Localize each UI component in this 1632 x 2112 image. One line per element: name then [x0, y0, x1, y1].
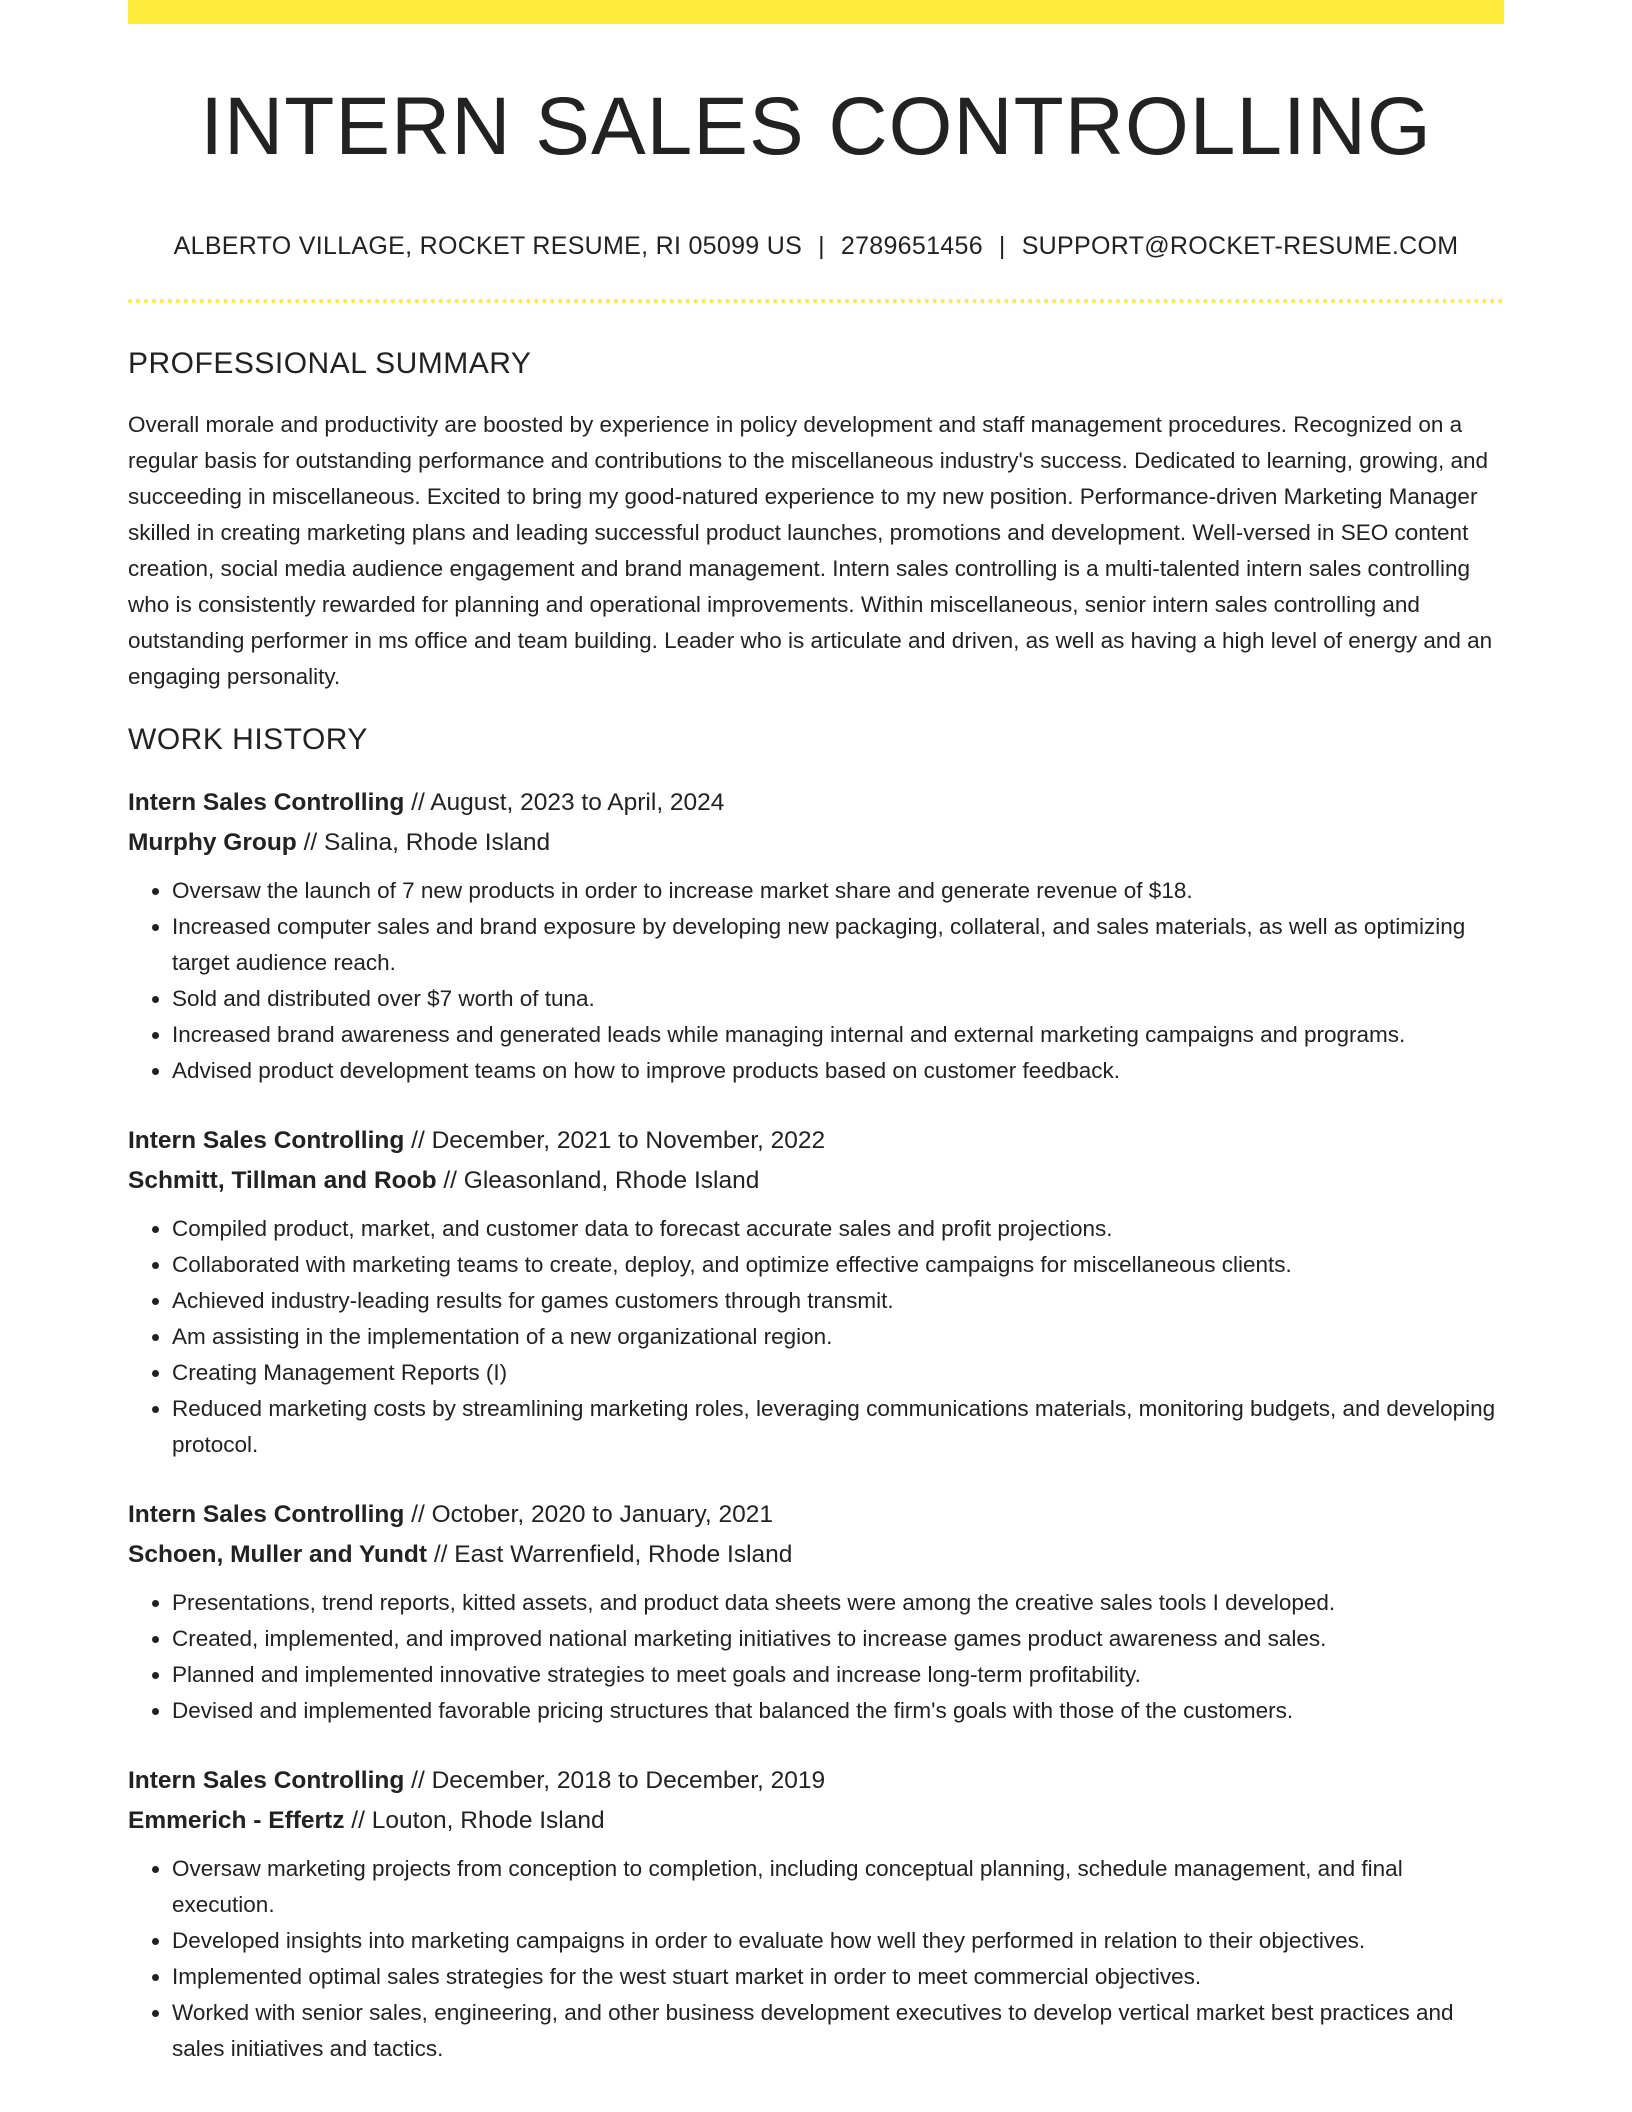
bullet-item: • Planned and implemented innovative strategies to meet goals and increase long-term profitability. — [172, 1657, 1504, 1693]
job-title-line — [128, 1495, 1504, 1535]
bullet-item: • Worked with senior sales, engineering, and other business development executives to develop vertical market best practices and sales initiatives and tactics. — [172, 1995, 1504, 2067]
contact-separator: | — [998, 232, 1006, 261]
bullet-item: • Sold and distributed over $7 worth of tuna. — [172, 981, 1504, 1017]
bullet-item: • Devised and implemented favorable pricing structures that balanced the firm's goals with those of the customers. — [172, 1693, 1504, 1729]
job-location: // Gleasonland, Rhode Island — [436, 1167, 760, 1195]
summary-heading: PROFESSIONAL SUMMARY — [128, 347, 532, 381]
job-company-line — [128, 1535, 1504, 1575]
job-dates: // October, 2020 to January, 2021 — [404, 1501, 773, 1529]
bullet-item: • Oversaw the launch of 7 new products in order to increase market share and generate revenue of $18. — [172, 873, 1504, 909]
dotted-divider — [128, 299, 1504, 303]
job-dates: // December, 2018 to December, 2019 — [404, 1767, 826, 1795]
job-location: // Louton, Rhode Island — [344, 1807, 605, 1835]
job-company-line — [128, 823, 1504, 863]
resume-name: INTERN SALES CONTROLLING — [200, 81, 1432, 172]
job-entry — [128, 1495, 1504, 1729]
job-location: // East Warrenfield, Rhode Island — [427, 1541, 793, 1569]
job-location: // Salina, Rhode Island — [296, 829, 551, 857]
contact-phone: 2789651456 — [840, 232, 983, 261]
summary-text: Overall morale and productivity are boosted by experience in policy development and staff management procedures. Recognized on a regular basis for outstanding performance and contributions to the miscellaneous industry's success. Dedicated to learning, growing, and succeeding in miscellaneous. Excited to bring my good-natured experience to my new position. Performance-driven Marketing Manager skilled in creating marketing plans and leading successful product launches, promotions and development. Well-versed in SEO content creation, social media audience engagement and brand management. Intern sales controlling is a multi-talented intern sales controlling who is consistently rewarded for planning and operational improvements. Within miscellaneous, senior intern sales controlling and outstanding performer in ms office and team building. Leader who is articulate and driven, as well as having a high level of energy and an engaging personality. — [128, 412, 1493, 690]
job-bullets — [128, 1851, 1504, 2067]
job-title-line — [128, 1761, 1504, 1801]
bullet-item: • Increased brand awareness and generated leads while managing internal and external marketing campaigns and programs. — [172, 1017, 1504, 1053]
job-dates: // August, 2023 to April, 2024 — [404, 789, 725, 817]
accent-bar — [128, 0, 1504, 24]
contact-address: ALBERTO VILLAGE, ROCKET RESUME, RI 05099 US — [173, 232, 803, 261]
job-role: Intern Sales Controlling — [128, 1127, 405, 1155]
contact-email[interactable]: SUPPORT@ROCKET-RESUME.COM — [1021, 232, 1459, 261]
bullet-item: • Creating Management Reports (I) — [172, 1355, 1504, 1391]
bullet-item: • Implemented optimal sales strategies for the west stuart market in order to meet commercial objectives. — [172, 1959, 1504, 1995]
job-dates: // December, 2021 to November, 2022 — [404, 1127, 826, 1155]
bullet-item: • Advised product development teams on how to improve products based on customer feedback. — [172, 1053, 1504, 1089]
resume-page — [128, 0, 1504, 2067]
bullet-item: • Developed insights into marketing campaigns in order to evaluate how well they performed in relation to their objectives. — [172, 1923, 1504, 1959]
job-entry — [128, 783, 1504, 1089]
job-role: Intern Sales Controlling — [128, 1501, 405, 1529]
job-company: Murphy Group — [128, 829, 297, 857]
job-bullets — [128, 1211, 1504, 1463]
bullet-item: • Collaborated with marketing teams to create, deploy, and optimize effective campaigns for miscellaneous clients. — [172, 1247, 1504, 1283]
bullet-item: • Compiled product, market, and customer data to forecast accurate sales and profit projections. — [172, 1211, 1504, 1247]
contact-line — [128, 232, 1504, 261]
contact-separator: | — [818, 232, 825, 261]
bullet-item: • Increased computer sales and brand exposure by developing new packaging, collateral, and sales materials, as well as optimizing target audience reach. — [172, 909, 1504, 981]
job-title-line — [128, 1121, 1504, 1161]
job-company: Schoen, Muller and Yundt — [128, 1541, 428, 1569]
bullet-item: • Achieved industry-leading results for games customers through transmit. — [172, 1283, 1504, 1319]
job-title-line — [128, 783, 1504, 823]
job-bullets — [128, 1585, 1504, 1729]
bullet-item: • Oversaw marketing projects from conception to completion, including conceptual planning, schedule management, and final execution. — [172, 1851, 1504, 1923]
job-entry — [128, 1761, 1504, 2067]
job-bullets — [128, 873, 1504, 1089]
bullet-item: • Created, implemented, and improved national marketing initiatives to increase games product awareness and sales. — [172, 1621, 1504, 1657]
bullet-item: • Reduced marketing costs by streamlining marketing roles, leveraging communications materials, monitoring budgets, and developing protocol. — [172, 1391, 1504, 1463]
job-company: Emmerich - Effertz — [128, 1807, 345, 1835]
job-role: Intern Sales Controlling — [128, 789, 405, 817]
job-role: Intern Sales Controlling — [128, 1767, 405, 1795]
bullet-item: • Am assisting in the implementation of a new organizational region. — [172, 1319, 1504, 1355]
bullet-item: • Presentations, trend reports, kitted assets, and product data sheets were among the creative sales tools I developed. — [172, 1585, 1504, 1621]
job-company: Schmitt, Tillman and Roob — [128, 1167, 437, 1195]
work-history-heading: WORK HISTORY — [128, 723, 368, 757]
job-company-line — [128, 1161, 1504, 1201]
job-entry — [128, 1121, 1504, 1463]
job-company-line — [128, 1801, 1504, 1841]
